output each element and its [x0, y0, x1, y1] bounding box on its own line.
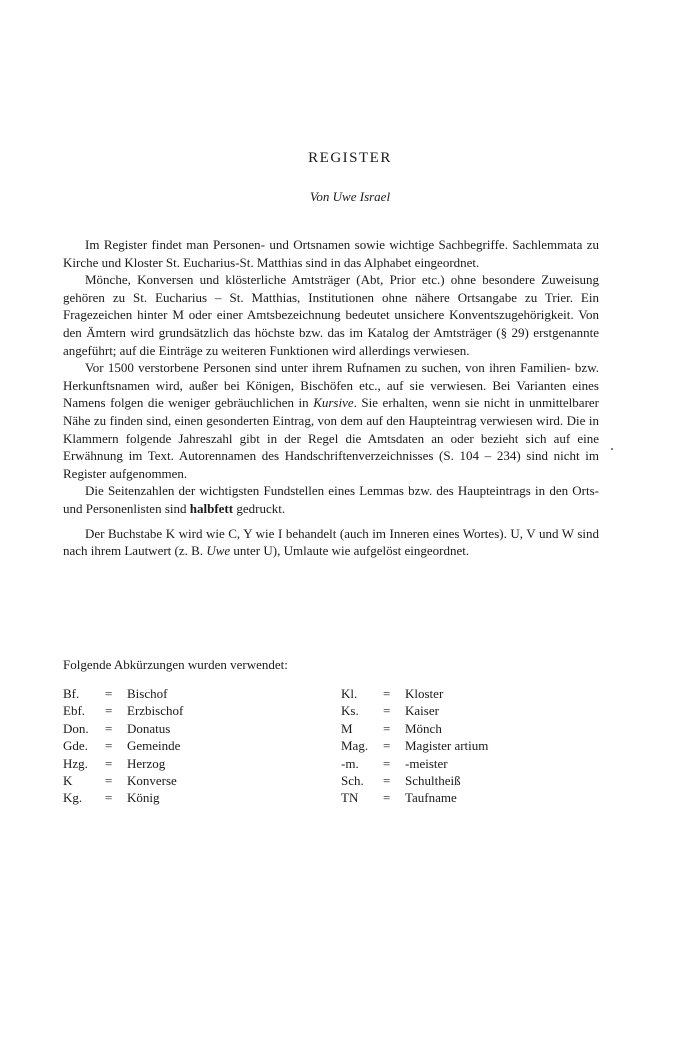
page-title: REGISTER — [308, 150, 392, 166]
equals-sign: = — [105, 686, 113, 701]
equals-sign: = — [383, 720, 391, 736]
stray-mark — [611, 448, 613, 450]
equals-sign: = — [383, 738, 391, 754]
equals-sign: = — [383, 686, 391, 701]
abbreviation: Ks. — [341, 703, 359, 719]
abbreviation: M — [341, 720, 353, 736]
equals-sign: = — [383, 773, 391, 789]
equals-sign: = — [105, 703, 113, 719]
equals-sign: = — [383, 790, 391, 806]
abbreviation: TN — [341, 790, 359, 806]
abbreviation-row — [341, 720, 488, 737]
author-line: Von Uwe Israel — [309, 189, 391, 204]
abbreviation: Ebf. — [63, 703, 86, 719]
paragraph-text: Die Seitenzahlen der wichtigsten Fundstellen eines Lemmas bzw. des Haupteintrags in den Orts- und Personenlisten sind — [63, 483, 599, 516]
abbreviation-meaning: Donatus — [127, 720, 171, 736]
abbreviation-row — [63, 737, 183, 754]
abbreviation-row — [63, 755, 183, 772]
abbreviation-meaning: König — [127, 790, 160, 806]
abbreviation-row — [63, 789, 183, 806]
paragraph-text: Vor 1500 verstorbene Personen sind unter ihrem Rufnamen zu suchen, von ihren Familien- bzw. Herkunftsnamen wird, außer bei Königen, Bischöfen etc., auf sie verwiesen. Bei Varianten eines Namens folgen die weniger gebräuchlichen in — [63, 360, 599, 411]
abbreviations-left-column — [63, 685, 183, 807]
abbreviation: K — [63, 773, 73, 789]
paragraph-text: Im Register findet man Personen- und Ortsnamen sowie wichtige Sachbegriffe. Sachlemmata zu Kirche und Kloster St. Eucharius-St. Matthias sind in das Alphabet eingeordnet. — [63, 237, 599, 270]
abbreviation-row — [63, 702, 183, 719]
paragraph-text: unter U), Umlaute wie aufgelöst eingeordnet. — [230, 543, 470, 559]
paragraph — [63, 271, 599, 359]
abbreviation-meaning: Erzbischof — [127, 703, 184, 719]
abbreviation-row — [341, 702, 488, 719]
equals-sign: = — [105, 755, 113, 771]
abbreviation-meaning: Taufname — [405, 790, 457, 806]
abbreviation-meaning: Konverse — [127, 773, 177, 789]
abbreviation-row — [341, 685, 488, 702]
italic-term: Uwe — [206, 543, 231, 559]
abbreviation: Bf. — [63, 686, 80, 701]
abbreviation: Gde. — [63, 738, 88, 754]
italic-term: Kursive — [313, 395, 354, 411]
equals-sign: = — [105, 773, 113, 789]
abbreviation-meaning: Magister artium — [405, 738, 489, 754]
abbreviation-meaning: Bischof — [127, 686, 168, 701]
abbreviations-right-column — [341, 685, 488, 807]
abbreviation: Kl. — [341, 686, 358, 701]
equals-sign: = — [105, 790, 113, 806]
abbreviation-row — [63, 720, 183, 737]
abbreviation-row — [63, 772, 183, 789]
paragraph — [63, 359, 599, 482]
abbreviation: Mag. — [341, 738, 369, 754]
abbreviation: Sch. — [341, 773, 364, 789]
paragraph-text: . Sie erhalten, wenn sie nicht in unmittelbarer Nähe zu finden sind, einen gesonderten Eintrag, von dem auf den Haupteintrag verwiesen wird. Die in Klammern folgende Jahreszahl gibt in der Regel die Amtsdaten an oder bezieht sich auf eine Erwähnung im Text. Autorennamen des Handschriftenverzeichnisses (S. 104 – 234) sind nicht im Register aufgenommen. — [63, 395, 599, 481]
paragraph — [63, 482, 599, 517]
paragraph — [63, 236, 599, 271]
equals-sign: = — [383, 755, 391, 771]
paragraph — [63, 525, 599, 560]
abbreviation-meaning: Kloster — [405, 686, 444, 701]
abbreviation: Don. — [63, 720, 89, 736]
abbreviation-row — [63, 685, 183, 702]
abbreviation-row — [341, 789, 488, 806]
abbreviation-row — [341, 772, 488, 789]
equals-sign: = — [383, 703, 391, 719]
equals-sign: = — [105, 720, 113, 736]
abbreviation: -m. — [341, 755, 359, 771]
abbreviations-intro: Folgende Abkürzungen wurden verwendet: — [63, 657, 288, 672]
paragraph-text: gedruckt. — [233, 500, 286, 516]
abbreviation: Kg. — [63, 790, 83, 806]
abbreviation-row — [341, 755, 488, 772]
abbreviation-meaning: -meister — [405, 755, 448, 771]
intro-text — [63, 236, 599, 560]
paragraph-text: Der Buchstabe K wird wie C, Y wie I behandelt (auch im Inneren eines Wortes). U, V und W sind nach ihrem Lautwert (z. B. — [63, 525, 599, 559]
abbreviation: Hzg. — [63, 755, 88, 771]
abbreviation-meaning: Mönch — [405, 720, 442, 736]
abbreviation-meaning: Schultheiß — [405, 773, 461, 789]
abbreviation-meaning: Herzog — [127, 755, 166, 771]
equals-sign: = — [105, 738, 113, 754]
paragraph-text: Mönche, Konversen und klösterliche Amtsträger (Abt, Prior etc.) ohne besondere Zuweisung gehören zu St. Eucharius – St. Matthias, Institutionen ohne nähere Ortsangabe zu Trier. Ein Fragezeichen hinter M oder einer Amtsbezeichnung bedeutet unsichere Konventszugehörigkeit. Von den Ämtern wird grundsätzlich das höchste bzw. das im Katalog der Amtsträger (§ 29) erstgenannte angeführt; auf die Einträge zu weiteren Funktionen wird allerdings verwiesen. — [63, 272, 599, 358]
abbreviation-row — [341, 737, 488, 754]
bold-term: halbfett — [189, 500, 234, 516]
abbreviation-meaning: Gemeinde — [127, 738, 181, 754]
abbreviation-meaning: Kaiser — [405, 703, 439, 719]
